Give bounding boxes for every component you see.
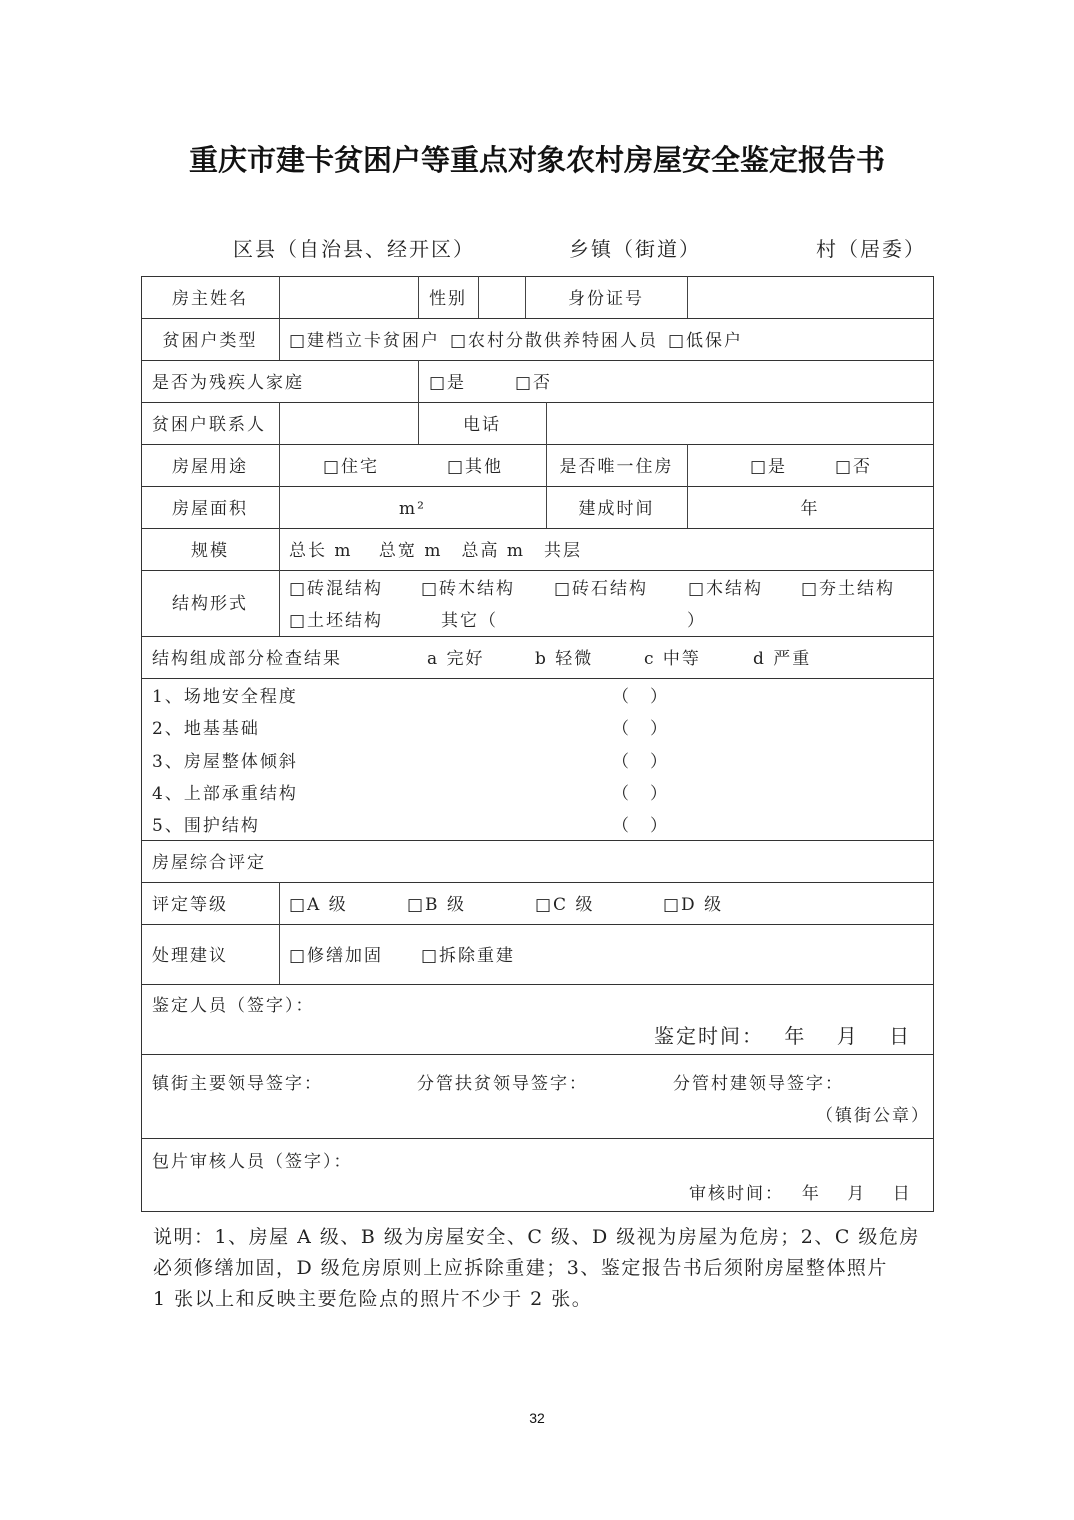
row-divider [141, 570, 934, 571]
row-divider [141, 318, 934, 319]
id-number-field[interactable] [688, 277, 932, 317]
inspection-item-label: 4、上部承重结构 [152, 784, 298, 804]
poverty-leader-signature[interactable]: 分管扶贫领导签字： [417, 1074, 588, 1094]
phone-field[interactable] [547, 403, 932, 443]
contact-label: 贫困户联系人 [152, 415, 266, 435]
only-house-label: 是否唯一住房 [559, 457, 674, 477]
grade-d-checkbox[interactable]: □D 级 [663, 895, 724, 915]
row-divider [141, 528, 934, 529]
suggestion-label: 处理建议 [152, 946, 228, 966]
reviewer-signature-label: 包片审核人员（签字）： [152, 1152, 353, 1172]
grade-a-checkbox[interactable]: □A 级 [289, 895, 348, 915]
row-divider [141, 678, 934, 679]
poverty-type-option-registered[interactable]: □建档立卡贫困户 [289, 331, 441, 351]
inspection-item-label: 1、场地安全程度 [152, 687, 298, 707]
inspection-item-value[interactable]: （ ） [612, 816, 669, 836]
inspection-item-value[interactable]: （ ） [612, 784, 669, 804]
inspection-item-label: 2、地基基础 [152, 719, 260, 739]
col-divider [418, 360, 419, 402]
scale-label: 规模 [191, 541, 229, 561]
note-line: 说明：1、房屋 A 级、B 级为房屋安全、C 级、D 级视为房屋为危房；2、C 级危房 [153, 1226, 920, 1248]
row-divider [141, 444, 934, 445]
village-leader-signature[interactable]: 分管村建领导签字： [673, 1074, 844, 1094]
grade-d-severe: d 严重 [753, 649, 812, 669]
owner-name-field[interactable] [280, 277, 418, 317]
note-line: 1 张以上和反映主要危险点的照片不少于 2 张。 [153, 1288, 593, 1310]
disabled-family-label: 是否为残疾人家庭 [152, 373, 304, 393]
inspection-item-value[interactable]: （ ） [612, 687, 669, 707]
row-divider [141, 486, 934, 487]
inspection-item-label: 5、围护结构 [152, 816, 260, 836]
built-year-unit[interactable]: 年 [800, 499, 820, 519]
structure-wood-checkbox[interactable]: □木结构 [688, 579, 764, 599]
structure-brick-stone-checkbox[interactable]: □砖石结构 [554, 579, 649, 599]
row-divider [141, 1054, 934, 1055]
grade-a-good: a 完好 [427, 649, 485, 669]
appraiser-signature-label: 鉴定人员（签字）： [152, 996, 315, 1016]
inspection-item-label: 3、房屋整体倾斜 [152, 752, 298, 772]
built-time-label: 建成时间 [578, 499, 655, 519]
village-label: 村（居委） [816, 237, 926, 261]
structure-other-close: ） [687, 611, 706, 631]
suggestion-rebuild-checkbox[interactable]: □拆除重建 [421, 946, 516, 966]
structure-adobe-checkbox[interactable]: □土坯结构 [289, 611, 384, 631]
phone-label: 电话 [463, 415, 501, 435]
inspection-label: 结构组成部分检查结果 [152, 649, 342, 669]
gender-label: 性别 [429, 289, 467, 309]
district-label: 区县（自治县、经开区） [233, 237, 475, 261]
structure-rammed-earth-checkbox[interactable]: □夯土结构 [801, 579, 896, 599]
poverty-type-label: 贫困户类型 [162, 331, 258, 351]
inspection-item-value[interactable]: （ ） [612, 752, 669, 772]
row-divider [141, 924, 934, 925]
row-divider [141, 984, 934, 985]
disabled-no-checkbox[interactable]: □否 [515, 373, 553, 393]
col-divider [279, 318, 280, 360]
usage-residential-checkbox[interactable]: □住宅 [323, 457, 380, 477]
note-line: 必须修缮加固，D 级危房原则上应拆除重建；3、鉴定报告书后须附房屋整体照片 [153, 1257, 888, 1279]
col-divider [279, 528, 280, 636]
disabled-yes-checkbox[interactable]: □是 [429, 373, 467, 393]
only-house-no-checkbox[interactable]: □否 [835, 457, 873, 477]
grade-b-slight: b 轻微 [535, 649, 594, 669]
page-title: 重庆市建卡贫困户等重点对象农村房屋安全鉴定报告书 [188, 143, 885, 177]
area-label: 房屋面积 [172, 499, 248, 519]
id-number-label: 身份证号 [568, 289, 644, 309]
town-seal-label: （镇街公章） [816, 1106, 930, 1126]
usage-label: 房屋用途 [172, 457, 248, 477]
structure-label: 结构形式 [172, 594, 248, 614]
row-divider [141, 636, 934, 637]
usage-other-checkbox[interactable]: □其他 [447, 457, 504, 477]
poverty-type-option-special-needs[interactable]: □农村分散供养特困人员 [450, 331, 659, 351]
only-house-yes-checkbox[interactable]: □是 [750, 457, 788, 477]
grade-c-moderate: c 中等 [644, 649, 701, 669]
structure-brick-wood-checkbox[interactable]: □砖木结构 [421, 579, 516, 599]
scale-value[interactable]: 总长 m 总宽 m 总高 m 共层 [289, 541, 582, 561]
review-time[interactable]: 审核时间： 年 月 日 [689, 1184, 912, 1204]
suggestion-repair-checkbox[interactable]: □修缮加固 [289, 946, 384, 966]
row-divider [141, 360, 934, 361]
poverty-type-option-low-income[interactable]: □低保户 [668, 331, 744, 351]
owner-name-label: 房主姓名 [172, 289, 248, 309]
row-divider [141, 1138, 934, 1139]
page-number: 32 [529, 1410, 545, 1426]
township-label: 乡镇（街道） [569, 237, 701, 261]
town-leader-signature[interactable]: 镇街主要领导签字： [152, 1074, 323, 1094]
col-divider [279, 882, 280, 984]
grade-label: 评定等级 [152, 895, 228, 915]
overall-assessment-label: 房屋综合评定 [152, 853, 266, 873]
appraisal-time[interactable]: 鉴定时间： 年 月 日 [654, 1024, 912, 1048]
row-divider [141, 882, 934, 883]
gender-field[interactable] [479, 277, 525, 317]
grade-c-checkbox[interactable]: □C 级 [535, 895, 595, 915]
structure-other-label: 其它（ [441, 611, 498, 631]
structure-brick-concrete-checkbox[interactable]: □砖混结构 [289, 579, 384, 599]
inspection-item-value[interactable]: （ ） [612, 719, 669, 739]
contact-field[interactable] [280, 403, 418, 443]
area-unit[interactable]: m² [399, 499, 426, 519]
explanatory-note [153, 1222, 933, 1315]
row-divider [141, 840, 934, 841]
grade-b-checkbox[interactable]: □B 级 [407, 895, 466, 915]
